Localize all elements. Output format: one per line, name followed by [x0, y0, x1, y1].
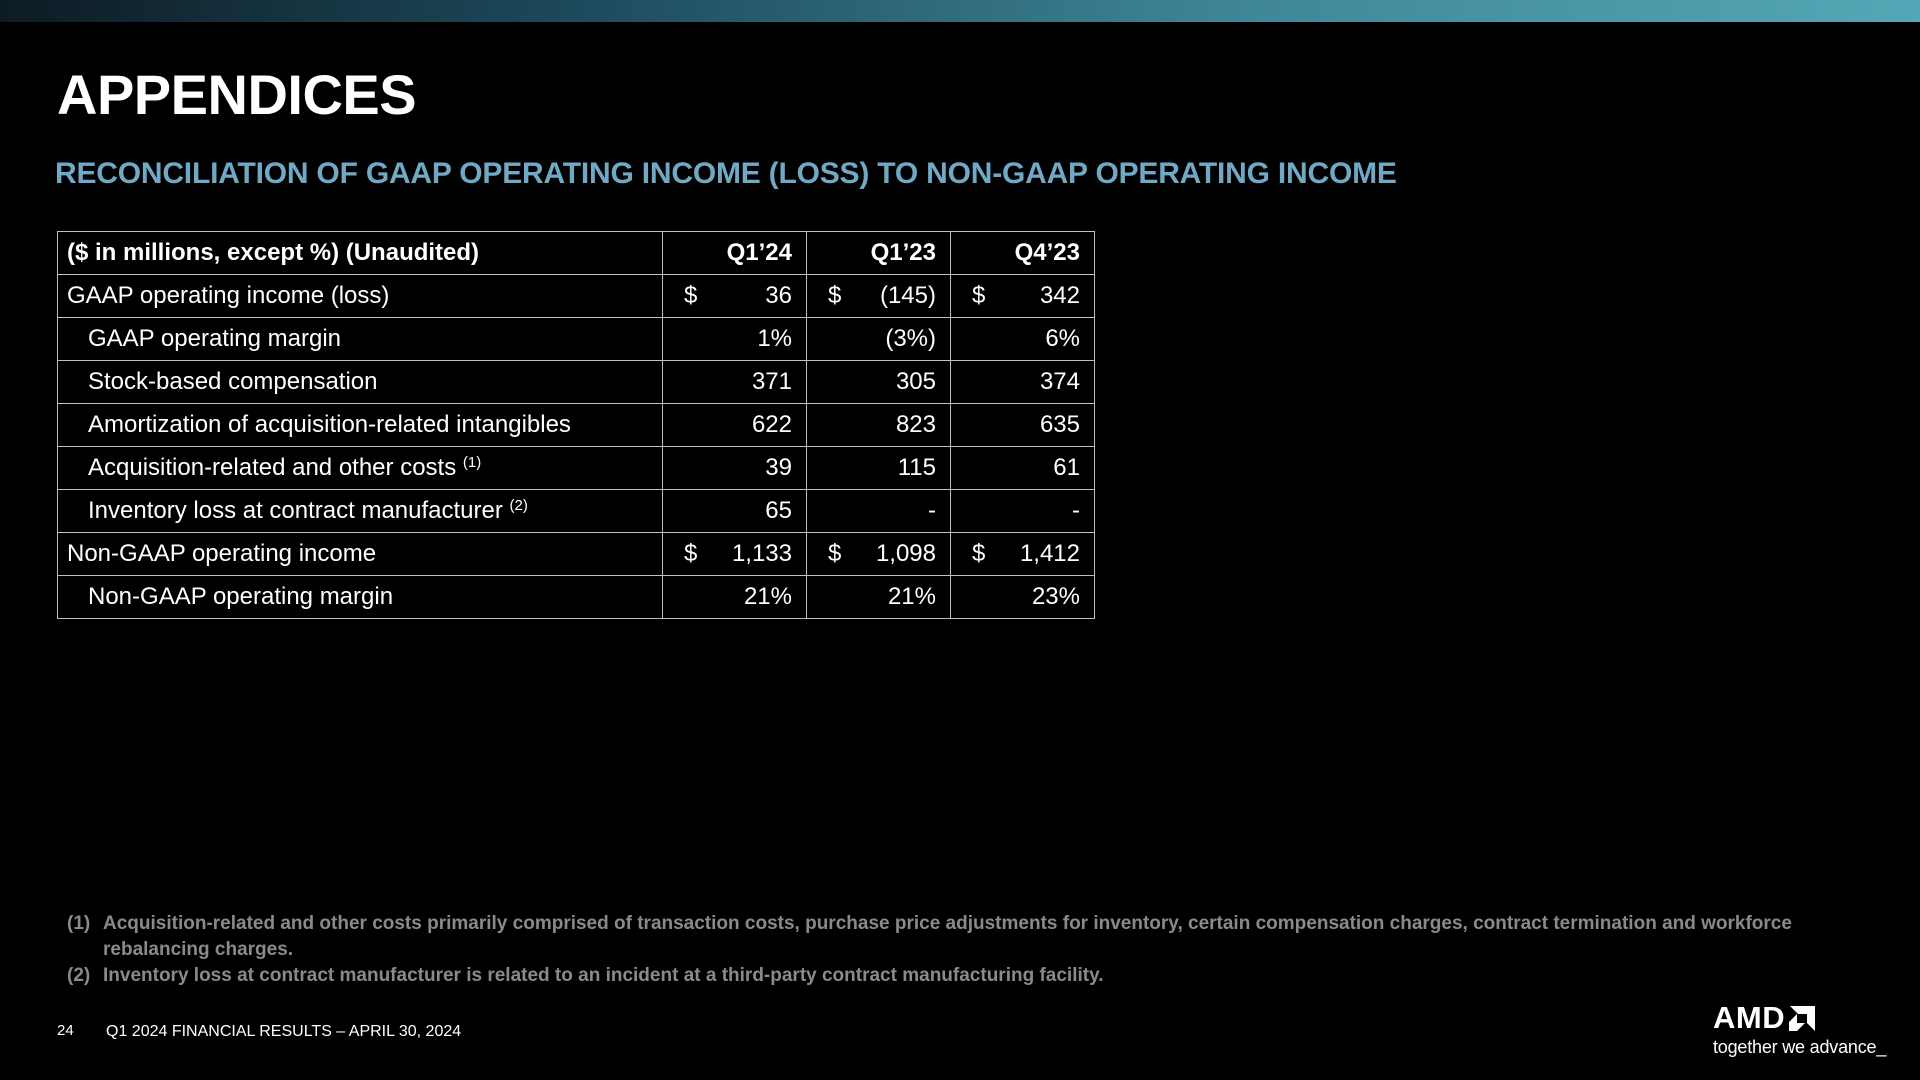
header-label: ($ in millions, except %) (Unaudited): [58, 232, 663, 275]
cell-value: 374: [951, 361, 1095, 404]
currency-symbol: $: [972, 282, 986, 309]
cell-value: 1,412: [1019, 540, 1080, 567]
page-number: 24: [57, 1022, 74, 1039]
currency-symbol: $: [828, 282, 842, 309]
cell-value: 1,133: [731, 540, 792, 567]
table-row: [58, 533, 1095, 576]
currency-symbol: $: [972, 540, 986, 567]
table-row: [58, 361, 1095, 404]
footer-text: Q1 2024 FINANCIAL RESULTS – APRIL 30, 2024: [106, 1023, 462, 1040]
top-gradient-bar: [0, 0, 1920, 22]
row-label: Non-GAAP operating margin: [58, 576, 663, 619]
amd-logo: [1713, 1002, 1903, 1064]
cell-value: 36: [765, 282, 792, 309]
header-q1-24: Q1’24: [663, 232, 807, 275]
table-header-row: [58, 232, 1095, 275]
cell-value: 6%: [951, 318, 1095, 361]
cell-value: 371: [663, 361, 807, 404]
row-label: GAAP operating margin: [58, 318, 663, 361]
cell-value: -: [807, 490, 951, 533]
cell-value: 65: [663, 490, 807, 533]
cell-value: (3%): [807, 318, 951, 361]
cell-value: 342: [1039, 282, 1080, 309]
cell-value: 39: [663, 447, 807, 490]
cell-value: 622: [663, 404, 807, 447]
row-label: Non-GAAP operating income: [58, 533, 663, 576]
table-row: [58, 318, 1095, 361]
footnote-ref: (2): [509, 497, 528, 514]
cell-value: 21%: [663, 576, 807, 619]
table-row: [58, 275, 1095, 318]
footnote-number: (1): [67, 913, 91, 934]
currency-symbol: $: [684, 282, 698, 309]
currency-symbol: $: [684, 540, 698, 567]
page-title: APPENDICES: [57, 63, 417, 126]
footnote: [67, 911, 1807, 963]
row-label: Stock-based compensation: [58, 361, 663, 404]
footnote: [67, 963, 1807, 989]
header-q4-23: Q4’23: [951, 232, 1095, 275]
header-q1-23: Q1’23: [807, 232, 951, 275]
cell-value: 635: [951, 404, 1095, 447]
table-row: [58, 576, 1095, 619]
footnote-number: (2): [67, 965, 91, 986]
cell-value: (145): [879, 282, 936, 309]
section-subtitle: RECONCILIATION OF GAAP OPERATING INCOME (LOSS) TO NON-GAAP OPERATING INCOME: [55, 157, 1397, 190]
row-label: Inventory loss at contract manufacturer: [88, 497, 503, 524]
reconciliation-table: [57, 231, 1095, 619]
cell-value: 61: [951, 447, 1095, 490]
logo-tagline: together we advance_: [1713, 1037, 1887, 1057]
table-row: [58, 447, 1095, 490]
cell-value: 305: [807, 361, 951, 404]
row-label: Amortization of acquisition-related intangibles: [58, 404, 663, 447]
cell-value: 1%: [663, 318, 807, 361]
footnote-ref: (1): [462, 454, 482, 471]
cell-value: 1,098: [875, 540, 936, 567]
amd-arrow-icon: [1788, 1005, 1816, 1031]
cell-value: 823: [807, 404, 951, 447]
table-row: [58, 490, 1095, 533]
cell-value: -: [951, 490, 1095, 533]
cell-value: 23%: [951, 576, 1095, 619]
cell-value: 115: [807, 447, 951, 490]
table-row: [58, 404, 1095, 447]
footnote-text: Inventory loss at contract manufacturer is related to an incident at a third-party contract manufacturing facility.: [103, 965, 1104, 986]
footnote-text: Acquisition-related and other costs primarily comprised of transaction costs, purchase price adjustments for inventory, certain compensation charges, contract termination and workforce rebalancing charges.: [103, 913, 1792, 960]
footnotes: [67, 911, 1807, 989]
row-label: Acquisition-related and other costs: [88, 454, 457, 481]
logo-wordmark: AMD: [1713, 1000, 1786, 1035]
cell-value: 21%: [807, 576, 951, 619]
currency-symbol: $: [828, 540, 842, 567]
row-label: GAAP operating income (loss): [58, 275, 663, 318]
